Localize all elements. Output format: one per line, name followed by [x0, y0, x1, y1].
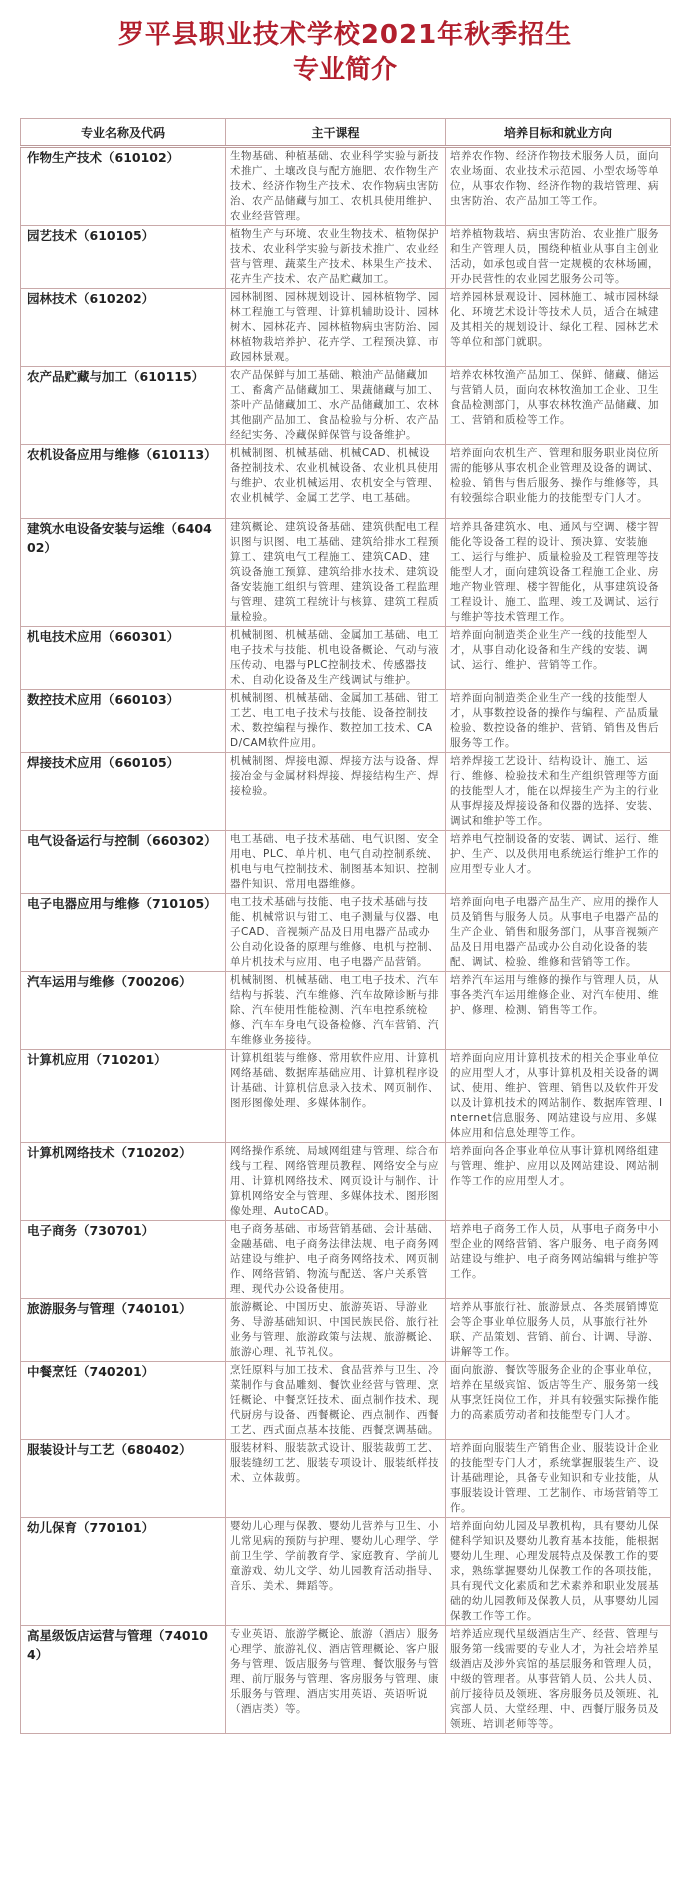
table-row	[21, 147, 671, 226]
header-goals: 培养目标和就业方向	[446, 119, 671, 147]
table-row	[21, 831, 671, 894]
courses-cell: 计算机组装与维修、常用软件应用、计算机网络基础、数据库基础应用、计算机程序设计基础、计算机信息录入技术、网页制作、图形图像处理、多媒体制作。	[226, 1050, 446, 1143]
major-name-cell: 计算机应用（710201）	[21, 1050, 226, 1143]
goals-cell: 培养植物栽培、病虫害防治、农业推广服务和生产管理人员，围绕种植业从事自主创业活动，如承包或自营一定规模的农林场圃，开办民营性的农业园艺服务公司等。	[446, 226, 671, 289]
courses-cell: 电工基础、电子技术基础、电气识图、安全用电、PLC、单片机、电气自动控制系统、机电与电气控制技术、制图基本知识、控制器件知识、常用电器维修。	[226, 831, 446, 894]
goals-cell: 培养电气控制设备的安装、调试、运行、维护、生产、以及供用电系统运行维护工作的应用型专业人才。	[446, 831, 671, 894]
major-name-cell: 高星级饭店运营与管理（740104）	[21, 1626, 226, 1734]
courses-cell: 机械制图、机械基础、机械CAD、机械设备控制技术、农业机械设备、农业机具使用与维护、农业机械运用、农机安全与管理、农业机械学、金属工艺学、电工基础。	[226, 445, 446, 519]
table-row	[21, 1362, 671, 1440]
courses-cell: 机械制图、机械基础、金属加工基础、电工电子技术与技能、机电设备概论、气动与液压传动、电器与PLC控制技术、传感器技术、自动化设备及生产线调试与维护。	[226, 627, 446, 690]
courses-cell: 机械制图、焊接电源、焊接方法与设备、焊接冶金与金属材料焊接、焊接结构生产、焊接检验。	[226, 753, 446, 831]
table-row	[21, 753, 671, 831]
major-name-cell: 汽车运用与维修（700206）	[21, 972, 226, 1050]
courses-cell: 专业英语、旅游学概论、旅游（酒店）服务心理学、旅游礼仪、酒店管理概论、客户服务与管理、饭店服务与管理、餐饮服务与管理、前厅服务与管理、客房服务与管理、康乐服务与管理、酒店实用英语、英语听说（酒店类）等。	[226, 1626, 446, 1734]
courses-cell: 烹饪原料与加工技术、食品营养与卫生、冷菜制作与食品雕刻、餐饮业经营与管理、烹饪概论、中餐烹饪技术、面点制作技术、现代厨房与设备、西餐概论、西点制作、西餐工艺、西式面点基本技能、西餐烹调基础。	[226, 1362, 446, 1440]
courses-cell: 园林制图、园林规划设计、园林植物学、园林工程施工与管理、计算机辅助设计、园林树木、园林花卉、园林植物病虫害防治、园林植物栽培养护、花卉学、工程预决算、市政园林景观。	[226, 289, 446, 367]
goals-cell: 培养面向电子电器产品生产、应用的操作人员及销售与服务人员。从事电子电器产品的生产企业、销售和服务部门，从事音视频产品及日用电器产品或办公自动化设备的装配、调试、检验、维修和营销等工作。	[446, 894, 671, 972]
table-row	[21, 226, 671, 289]
table-row	[21, 690, 671, 753]
goals-cell: 培养面向各企事业单位从事计算机网络组建与管理、维护、应用以及网站建设、网站制作等工作的应用型人才。	[446, 1143, 671, 1221]
major-name-cell: 幼儿保育（770101）	[21, 1518, 226, 1626]
major-name-cell: 旅游服务与管理（740101）	[21, 1299, 226, 1362]
table-row	[21, 1518, 671, 1626]
goals-cell: 培养面向应用计算机技术的相关企事业单位的应用型人才，从事计算机及相关设备的调试、使用、维护、管理、销售以及软件开发以及计算机技术的网站制作、数据库管理、Internet信息服务、网站建设与应用、多媒体应用和信息处理等工作。	[446, 1050, 671, 1143]
major-name-cell: 焊接技术应用（660105）	[21, 753, 226, 831]
goals-cell: 培养电子商务工作人员，从事电子商务中小型企业的网络营销、客户服务、电子商务网站建设与维护、电子商务网站编辑与维护等工作。	[446, 1221, 671, 1299]
header-major-name: 专业名称及代码	[21, 119, 226, 147]
table-row	[21, 1221, 671, 1299]
table-row	[21, 627, 671, 690]
goals-cell: 培养汽车运用与维修的操作与管理人员，从事各类汽车运用维修企业、对汽车使用、维护、修理、检测、销售等工作。	[446, 972, 671, 1050]
goals-cell: 培养适应现代星级酒店生产、经营、管理与服务第一线需要的专业人才，为社会培养星级酒店及涉外宾馆的基层服务和管理人员，中级的管理者。从事营销人员、公共人员、前厅接待员及领班、客房服务员及领班、礼宾部人员、大堂经理、中、西餐厅服务员及领班、培训老师等等。	[446, 1626, 671, 1734]
major-name-cell: 园林技术（610202）	[21, 289, 226, 367]
header-courses: 主干课程	[226, 119, 446, 147]
goals-cell: 培养面向服装生产销售企业、服装设计企业的技能型专门人才，系统掌握服装生产、设计基础理论，具备专业知识和专业技能，从事服装设计管理、工艺制作、市场营销等工作。	[446, 1440, 671, 1518]
goals-cell: 培养面向制造类企业生产一线的技能型人才，从事数控设备的操作与编程、产品质量检验、数控设备的维护、营销、销售及售后服务等工作。	[446, 690, 671, 753]
major-name-cell: 农产品贮藏与加工（610115）	[21, 367, 226, 445]
major-name-cell: 计算机网络技术（710202）	[21, 1143, 226, 1221]
table-row	[21, 445, 671, 519]
table-row	[21, 289, 671, 367]
major-name-cell: 作物生产技术（610102）	[21, 147, 226, 226]
major-name-cell: 中餐烹饪（740201）	[21, 1362, 226, 1440]
table-row	[21, 367, 671, 445]
table-row	[21, 1299, 671, 1362]
table-row	[21, 519, 671, 627]
major-name-cell: 建筑水电设备安装与运维（640402）	[21, 519, 226, 627]
major-name-cell: 园艺技术（610105）	[21, 226, 226, 289]
table-header-row	[21, 119, 671, 147]
goals-cell: 培养面向农机生产、管理和服务职业岗位所需的能够从事农机企业管理及设备的调试、检验、销售与售后服务、操作与维修等，具有较强综合职业能力的技能型专门人才。	[446, 445, 671, 519]
major-name-cell: 电子商务（730701）	[21, 1221, 226, 1299]
page-title: 罗平县职业技术学校2021年秋季招生	[117, 20, 573, 50]
courses-cell: 建筑概论、建筑设备基础、建筑供配电工程识图与识图、电工基础、建筑给排水工程预算工、建筑电气工程施工、建筑CAD、建筑设备施工预算、建筑给排水技术、建筑设备安装施工组织与管理、建筑设备工程监理与管理、建筑工程统计与核算、建筑工程质量检验。	[226, 519, 446, 627]
page-subtitle: 专业简介	[292, 55, 397, 85]
majors-table	[20, 118, 671, 1734]
goals-cell: 培养面向幼儿园及早教机构，具有婴幼儿保健科学知识及婴幼儿教育基本技能，能根据婴幼儿生理、心理发展特点及保教工作的要求，熟练掌握婴幼儿保教工作的各项技能，具有现代文化素质和艺术素养和职业发展基础的幼儿园教师及保教人员，从事婴幼儿园保教工作等工作。	[446, 1518, 671, 1626]
courses-cell: 电工技术基础与技能、电子技术基础与技能、机械常识与钳工、电子测量与仪器、电子CAD、音视频产品及日用电器产品或办公自动化设备的原理与维修、电机与控制、单片机技术与应用、电子电器产品营销。	[226, 894, 446, 972]
courses-cell: 服装材料、服装款式设计、服装裁剪工艺、服装缝纫工艺、服装专项设计、服装纸样技术、立体裁剪。	[226, 1440, 446, 1518]
major-name-cell: 数控技术应用（660103）	[21, 690, 226, 753]
table-row	[21, 1440, 671, 1518]
table-row	[21, 894, 671, 972]
courses-cell: 植物生产与环境、农业生物技术、植物保护技术、农业科学实验与新技术推广、农业经营与管理、蔬菜生产技术、林果生产技术、花卉生产技术、农产品贮藏加工。	[226, 226, 446, 289]
courses-cell: 机械制图、机械基础、金属加工基础、钳工工艺、电工电子技术与技能、设备控制技术、数控编程与操作、数控加工技术、CAD/CAM软件应用。	[226, 690, 446, 753]
major-name-cell: 电气设备运行与控制（660302）	[21, 831, 226, 894]
goals-cell: 培养园林景观设计、园林施工、城市园林绿化、环境艺术设计等技术人员，适合在城建及其相关的规划设计、绿化工程、园林艺术等单位和部门就职。	[446, 289, 671, 367]
courses-cell: 农产品保鲜与加工基础、粮油产品储藏加工、畜禽产品储藏加工、果蔬储藏与加工、茶叶产品储藏加工、水产品储藏加工、农林其他副产品加工、食品检验与分析、农产品经纪实务、冷藏保鲜保管与设备维护。	[226, 367, 446, 445]
courses-cell: 生物基础、种植基础、农业科学实验与新技术推广、土壤改良与配方施肥、农作物生产技术、经济作物生产技术、农作物病虫害防治、农产品储藏与加工、农机具使用维护、农业经营管理。	[226, 147, 446, 226]
major-name-cell: 电子电器应用与维修（710105）	[21, 894, 226, 972]
goals-cell: 培养农林牧渔产品加工、保鲜、储藏、储运与营销人员，面向农林牧渔加工企业、卫生食品检测部门，从事农林牧渔产品储藏、加工、营销和质检等工作。	[446, 367, 671, 445]
courses-cell: 电子商务基础、市场营销基础、会计基础、金融基础、电子商务法律法规、电子商务网站建设与维护、电子商务网络技术、网页制作、网络营销、物流与配送、客户关系管理、现代办公设备使用。	[226, 1221, 446, 1299]
major-name-cell: 机电技术应用（660301）	[21, 627, 226, 690]
table-row	[21, 972, 671, 1050]
table-row	[21, 1050, 671, 1143]
major-name-cell: 农机设备应用与维修（610113）	[21, 445, 226, 519]
courses-cell: 旅游概论、中国历史、旅游英语、导游业务、导游基础知识、中国民族民俗、旅行社业务与管理、旅游政策与法规、旅游概论、旅游心理、礼节礼仪。	[226, 1299, 446, 1362]
goals-cell: 培养农作物、经济作物技术服务人员，面向农业场面、农业技术示范园、小型农场等单位，从事农作物、经济作物的栽培管理、病虫害防治、农产品加工等工作。	[446, 147, 671, 226]
goals-cell: 培养从事旅行社、旅游景点、各类展销博览会等企事业单位服务人员，从事旅行社外联、产品策划、营销、前台、计调、导游、讲解等工作。	[446, 1299, 671, 1362]
table-row	[21, 1626, 671, 1734]
goals-cell: 培养具备建筑水、电、通风与空调、楼宇智能化等设备工程的设计、预决算、安装施工、运行与维护、质量检验及工程管理等技能型人才，面向建筑设备工程施工企业、房地产物业管理、楼宇智能化，从事建筑设备工程设计、施工、监理、竣工及调试、运行与维护等技术管理工作。	[446, 519, 671, 627]
courses-cell: 机械制图、机械基础、电工电子技术、汽车结构与拆装、汽车维修、汽车故障诊断与排除、汽车使用性能检测、汽车电控系统检修、汽车车身电气设备检修、汽车营销、汽车维修业务接待。	[226, 972, 446, 1050]
table-row	[21, 1143, 671, 1221]
goals-cell: 培养焊接工艺设计、结构设计、施工、运行、维修、检验技术和生产组织管理等方面的技能型人才，能在以焊接生产为主的行业从事焊接及焊接设备和仪器的选择、安装、调试和维护等工作。	[446, 753, 671, 831]
courses-cell: 网络操作系统、局域网组建与管理、综合布线与工程、网络管理员教程、网络安全与应用、计算机网络技术、网页设计与制作、计算机网络安全与管理、多媒体技术、图形图像处理、AutoCAD。	[226, 1143, 446, 1221]
courses-cell: 婴幼儿心理与保教、婴幼儿营养与卫生、小儿常见病的预防与护理、婴幼儿心理学、学前卫生学、学前教育学、家庭教育、学前儿童游戏、幼儿文学、幼儿园教育活动指导、音乐、美术、舞蹈等。	[226, 1518, 446, 1626]
major-name-cell: 服装设计与工艺（680402）	[21, 1440, 226, 1518]
goals-cell: 培养面向制造类企业生产一线的技能型人才，从事自动化设备和生产线的安装、调试、运行、维护、营销等工作。	[446, 627, 671, 690]
goals-cell: 面向旅游、餐饮等服务企业的企事业单位，培养在星级宾馆、饭店等生产、服务第一线从事烹饪岗位工作，并具有较强实际操作能力的高素质劳动者和技能型专门人才。	[446, 1362, 671, 1440]
